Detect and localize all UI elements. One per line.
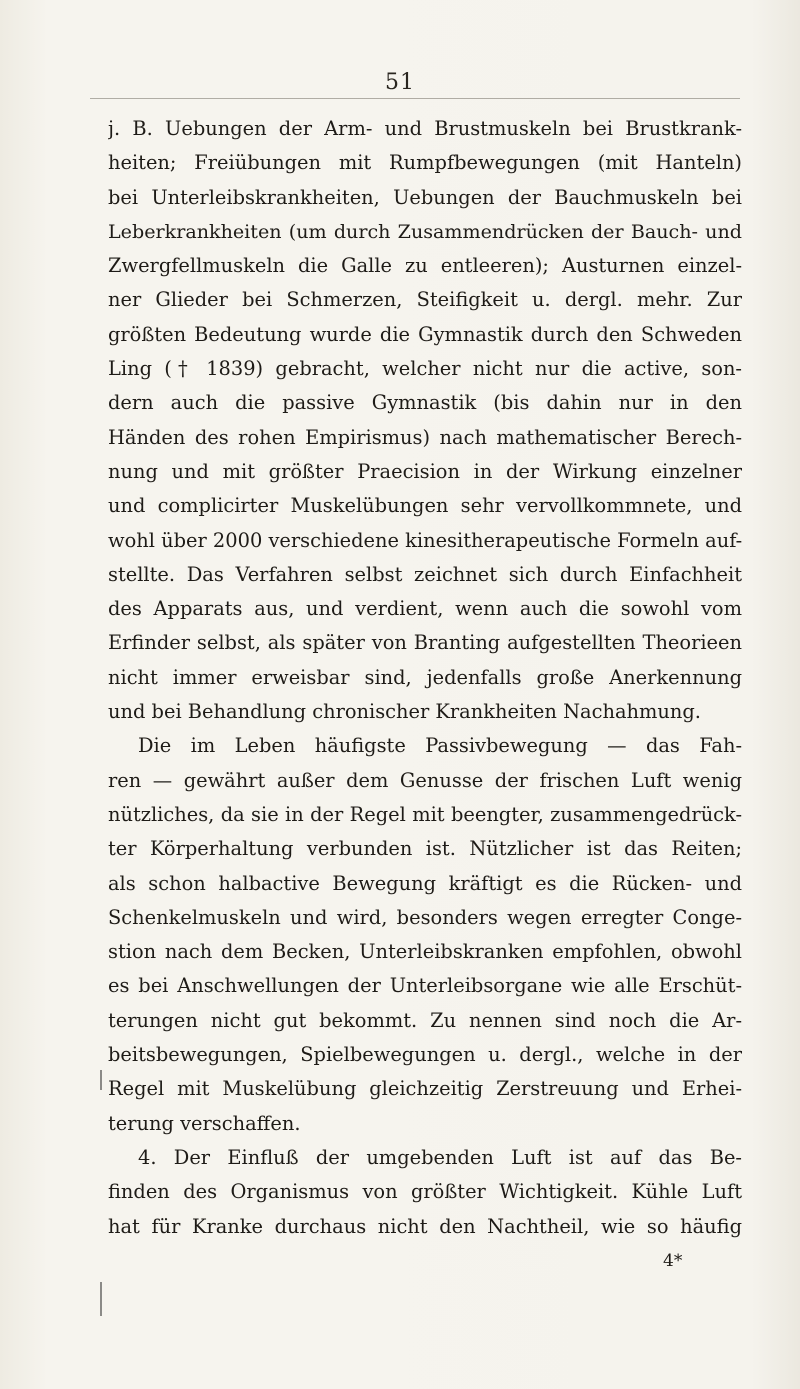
signature-mark: 4* — [663, 1250, 683, 1271]
text-line: und bei Behandlung chronischer Krankheiten Nachahmung. — [108, 700, 701, 724]
text-line: bei Unterleibskrankheiten, Uebungen der Bauchmuskeln bei — [108, 185, 742, 209]
text-line: Zwergfellmuskeln die Galle zu entleeren); Austurnen einzel- — [108, 254, 742, 278]
text-line: stellte. Das Verfahren selbst zeichnet sich durch Einfachheit — [108, 562, 742, 586]
header-rule — [90, 98, 740, 99]
text-line: Die im Leben häufigste Passivbewegung — das Fah- — [138, 734, 742, 758]
text-line: dern auch die passive Gymnastik (bis dahin nur in den — [108, 391, 742, 415]
text-line: als schon halbactive Bewegung kräftigt es die Rücken- und — [108, 871, 742, 895]
text-line: Leberkrankheiten (um durch Zusammendrücken der Bauch- und — [108, 219, 742, 243]
text-line: nicht immer erweisbar sind, jedenfalls große Anerkennung — [108, 665, 742, 689]
text-line: terungen nicht gut bekommt. Zu nennen sind noch die Ar- — [108, 1008, 742, 1032]
text-line: ren — gewährt außer dem Genusse der frischen Luft wenig — [108, 768, 742, 792]
text-line: ter Körperhaltung verbunden ist. Nützlicher ist das Reiten; — [108, 837, 742, 861]
text-line: nung und mit größter Praecision in der Wirkung einzelner — [108, 459, 742, 483]
margin-mark — [100, 1282, 102, 1316]
margin-mark — [100, 1070, 102, 1090]
text-line: beitsbewegungen, Spielbewegungen u. dergl., welche in der — [108, 1043, 742, 1067]
text-line: wohl über 2000 verschiedene kinesitherapeutische Formeln auf- — [108, 528, 742, 552]
text-line: nützliches, da sie in der Regel mit beengter, zusammengedrück- — [108, 802, 742, 826]
text-line: ner Glieder bei Schmerzen, Steifigkeit u. dergl. mehr. Zur — [108, 288, 742, 312]
text-line: finden des Organismus von größter Wichtigkeit. Kühle Luft — [108, 1180, 742, 1204]
text-line: des Apparats aus, und verdient, wenn auch die sowohl vom — [108, 597, 742, 621]
page-number: 51 — [385, 70, 415, 95]
text-line: hat für Kranke durchaus nicht den Nachtheil, wie so häufig — [108, 1214, 742, 1238]
text-line: heiten; Freiübungen mit Rumpfbewegungen (mit Hanteln) — [108, 151, 742, 175]
body-text — [108, 112, 742, 1278]
text-line: Schenkelmuskeln und wird, besonders wegen erregter Conge- — [108, 905, 742, 929]
text-line: Ling († 1839) gebracht, welcher nicht nur die active, son- — [108, 357, 742, 381]
text-line: j. B. Uebungen der Arm- und Brustmuskeln bei Brustkrank- — [108, 117, 742, 140]
text-line: Erfinder selbst, als später von Branting aufgestellten Theorieen — [108, 631, 742, 655]
text-line: Händen des rohen Empirismus) nach mathematischer Berech- — [108, 425, 742, 449]
text-line: Regel mit Muskelübung gleichzeitig Zerstreuung und Erhei- — [108, 1077, 742, 1101]
text-line: terung verschaffen. — [108, 1111, 301, 1135]
text-line: und complicirter Muskelübungen sehr vervollkommnete, und — [108, 494, 742, 518]
text-line: größten Bedeutung wurde die Gymnastik durch den Schweden — [108, 322, 742, 346]
text-line: es bei Anschwellungen der Unterleibsorgane wie alle Erschüt- — [108, 974, 742, 998]
text-line: 4. Der Einfluß der umgebenden Luft ist auf das Be- — [138, 1145, 742, 1169]
text-line: stion nach dem Becken, Unterleibskranken empfohlen, obwohl — [108, 940, 742, 964]
